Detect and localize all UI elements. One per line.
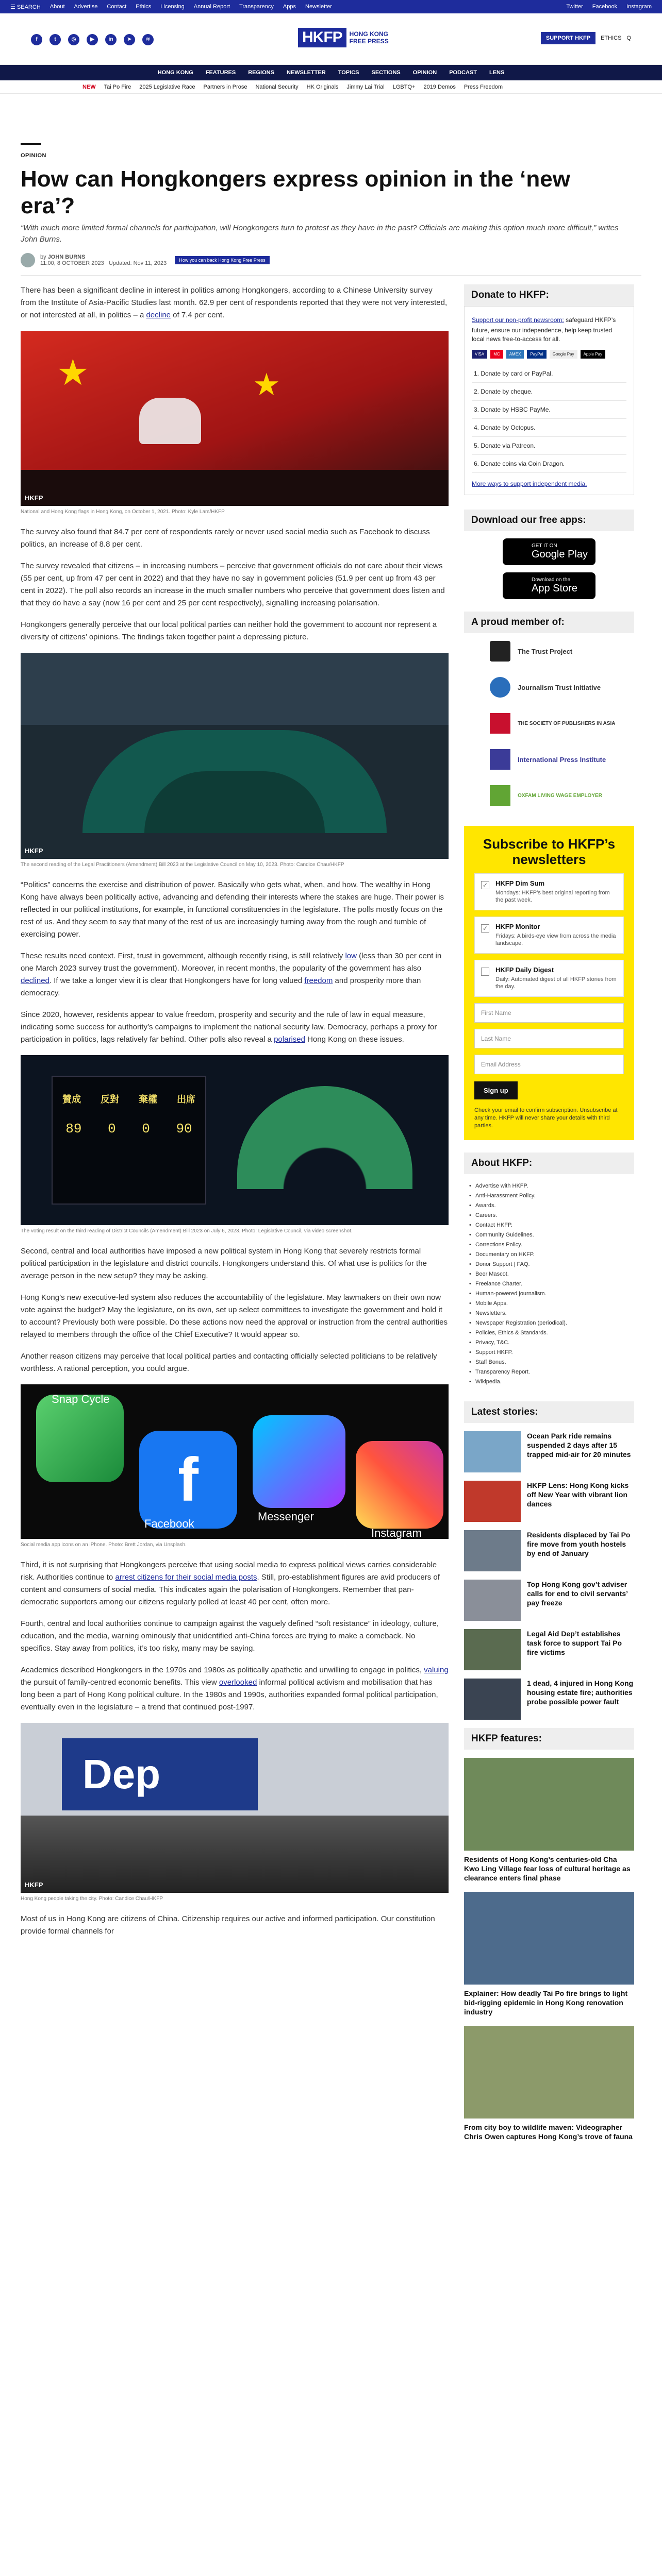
about-list — [464, 1174, 634, 1394]
latest-story[interactable]: HKFP Lens: Hong Kong kicks off New Year with vibrant lion dances — [464, 1481, 634, 1522]
latest-story[interactable]: Legal Aid Dep’t establishes task force to support Tai Po fire victims — [464, 1629, 634, 1670]
vote-value: 0 — [108, 1121, 116, 1137]
members-heading: A proud member of: — [464, 612, 634, 633]
about-link[interactable]: • Newspaper Registration (periodical). — [469, 1318, 629, 1328]
about-link[interactable]: • Staff Bonus. — [469, 1358, 629, 1367]
member-logo[interactable]: The Trust Project — [464, 633, 634, 669]
kicker-rule — [21, 143, 41, 145]
updated-date: Updated: Nov 11, 2023 — [108, 260, 167, 266]
feature-thumbnail — [464, 1892, 634, 1985]
topbar-link[interactable]: Contact — [107, 4, 127, 10]
article-kicker[interactable]: OPINION — [21, 152, 46, 159]
vote-board — [52, 1076, 206, 1205]
donate-option[interactable]: 3. Donate by HSBC PayMe. — [472, 401, 626, 419]
features-heading: HKFP features: — [464, 1728, 634, 1750]
vote-value: 0 — [142, 1121, 150, 1137]
support-button[interactable]: SUPPORT HKFP — [541, 32, 595, 44]
topbar-link[interactable]: About — [49, 4, 65, 10]
topbar-link[interactable]: Transparency — [239, 4, 274, 10]
about-link[interactable]: • Advertise with HKFP. — [469, 1181, 629, 1191]
nav-item[interactable]: PODCAST — [449, 70, 477, 76]
page-title: How can Hongkongers express opinion in the ‘new era’? — [21, 166, 570, 218]
photo-caption: The second reading of the Legal Practitioners (Amendment) Bill 2023 at the Legislative Council on May 10, 2023. Photo: Candice Chau/HKFP — [21, 862, 344, 868]
paragraph: There has been a significant decline in interest in politics among Hongkongers, according to a Chinese University survey from the Institute of Asia-Pacific Studies last month. 62.9 per cent of respondents reported that they were not very interested, or not interested at all, in politics – a decline of 7.4 per cent. — [21, 286, 448, 319]
newsletter-heading: Subscribe to HKFP’s newsletters — [483, 836, 616, 867]
donate-intro-link[interactable]: Support our non-profit newsroom: — [472, 316, 564, 324]
feature-story[interactable]: Residents of Hong Kong’s centuries-old Cha Kwo Ling Village fear loss of cultural heritage as clearance enters final phase — [464, 1758, 634, 1883]
app-label: Facebook — [144, 1517, 194, 1530]
trending-item[interactable]: LGBTQ+ — [392, 83, 416, 90]
paragraph: Hong Kong’s new executive-led system also reduces the accountability of the legislature. May lawmakers on their own now vote against the budget? May the legislature, on its own, set up select committees to investigate the government and hold it to account? Previously both were possible. Do these actions now need the approval or instruction from the central authorities relayed to members through the office of the Chief Executive? It would appear so. — [21, 1293, 448, 1339]
signup-button[interactable]: Sign up — [474, 1081, 518, 1099]
article-body — [21, 284, 449, 1947]
photo-watermark: HKFP — [25, 847, 43, 855]
newsletter-option[interactable]: ✓ HKFP Monitor Fridays: A birds-eye view from across the media landscape. — [474, 917, 624, 954]
twitter-link[interactable]: Twitter — [566, 4, 583, 10]
share-divider — [21, 275, 641, 276]
author-name[interactable]: JOHN BURNS — [47, 254, 86, 260]
vote-label: 反對 — [101, 1094, 119, 1105]
facebook-icon[interactable]: f — [31, 34, 42, 45]
linkedin-icon[interactable]: in — [105, 34, 117, 45]
paragraph: Hongkongers generally perceive that our local political parties can neither hold the government to account nor represent a diversity of citizens’ opinions. The findings taken together paint a depressing picture. — [21, 620, 437, 641]
payment-icons — [472, 350, 626, 359]
nav-item[interactable]: NEWSLETTER — [286, 70, 326, 76]
main-nav — [0, 65, 662, 80]
paragraph: Fourth, central and local authorities continue to campaign against the vaguely defined “soft resistance” in ideology, culture, education, and the media, warning ominously that unidentified anti-China forces are trying to make a comeback. No specifics. Stay away from politics, it’s too risky, many may be saying. — [21, 1619, 439, 1653]
visa-icon: VISA — [472, 350, 487, 359]
feature-thumbnail — [464, 1758, 634, 1851]
about-link[interactable]: • Mobile Apps. — [469, 1299, 629, 1309]
trending-label: NEW — [82, 83, 96, 90]
paragraph: The survey also found that 84.7 per cent of respondents rarely or never used social media such as Facebook to discuss politics, an increase of 8.8 per cent. — [21, 528, 430, 549]
social-icons — [31, 34, 154, 45]
vote-value: 90 — [176, 1121, 192, 1137]
story-thumbnail — [464, 1679, 521, 1720]
story-thumbnail — [464, 1580, 521, 1621]
inline-link[interactable]: declined — [21, 976, 49, 985]
amex-icon: AMEX — [506, 350, 524, 359]
mastercard-icon: MC — [490, 350, 503, 359]
photo-watermark: HKFP — [25, 1881, 43, 1889]
donate-heading: Donate to HKFP: — [464, 284, 634, 306]
photo-caption: National and Hong Kong flags in Hong Kong, on October 1, 2021. Photo: Kyle Lam/HKFP — [21, 509, 225, 515]
topbar-link[interactable]: Newsletter — [305, 4, 332, 10]
latest-story[interactable]: Top Hong Kong gov’t adviser calls for end to civil servants’ pay freeze — [464, 1580, 634, 1621]
inline-link[interactable]: freedom — [304, 976, 333, 985]
latest-story[interactable]: 1 dead, 4 injured in Hong Kong housing estate fire; authorities probe possible power fault — [464, 1679, 634, 1720]
paragraph: Another reason citizens may perceive that local political parties and contacting officially selected politicians to be relatively worthless. A rational perception, you could argue. — [21, 1352, 437, 1373]
about-heading: About HKFP: — [464, 1153, 634, 1174]
inline-link[interactable]: decline — [146, 311, 171, 319]
masthead — [0, 13, 662, 65]
member-logo[interactable]: THE SOCIETY OF PUBLISHERS IN ASIA — [464, 705, 634, 741]
paragraph: The survey revealed that citizens – in increasing numbers – perceive that government officials do not care about their views (55 per cent, up from 47 per cent in 2022) and that they have no say in government policies (51.9 per cent up from 43 per cent in 2022). The poll also records an increase in the much smaller numbers who perceive that government does listen and that they do have a say (now 16 per cent and 25 per cent respectively), signalling increasing polarisation. — [21, 562, 445, 607]
flags-photo — [21, 331, 449, 506]
about-link[interactable]: • Documentary on HKFP. — [469, 1250, 629, 1260]
vote-label: 棄權 — [139, 1094, 157, 1105]
trending-item[interactable]: National Security — [255, 83, 299, 90]
logo-text: HONG KONG FREE PRESS — [349, 30, 389, 45]
flag-graphic — [139, 398, 201, 444]
about-link[interactable]: • Careers. — [469, 1211, 629, 1221]
crowd-graphic — [21, 1816, 449, 1893]
paragraph: These results need context. First, trust in government, although recently rising, is still relatively low (less than 30 per cent in one March 2023 survey trust the government). Moreover, in recent months, the popularity of the government has also declined. If we take a longer view it is clear that Hongkongers have for long valued freedom and prosperity more than democracy. — [21, 952, 442, 997]
about-link[interactable]: • Contact HKFP. — [469, 1221, 629, 1230]
instagram-link[interactable]: Instagram — [626, 4, 652, 10]
inline-link[interactable]: overlooked — [219, 1678, 257, 1687]
paragraph: Most of us in Hong Kong are citizens of China. Citizenship requires our active and informed participation. Our constitution provide formal channels for — [21, 1914, 435, 1936]
top-utility-bar — [0, 0, 662, 13]
facebook-icon: f — [139, 1431, 237, 1529]
nav-item[interactable]: SECTIONS — [371, 70, 401, 76]
about-link[interactable]: • Corrections Policy. — [469, 1240, 629, 1250]
byline: by JOHN BURNS 11:00, 8 OCTOBER 2023 Updated: Nov 11, 2023 How you can back Hong Kong Free Press — [21, 252, 270, 268]
facebook-link[interactable]: Facebook — [592, 4, 618, 10]
topbar-link[interactable]: Annual Report — [193, 4, 230, 10]
about-link[interactable]: • Awards. — [469, 1201, 629, 1211]
paypal-icon: PayPal — [527, 350, 546, 359]
street-photo — [21, 1723, 449, 1893]
site-logo[interactable] — [298, 28, 389, 47]
nav-item[interactable]: OPINION — [412, 70, 437, 76]
skyline-graphic — [21, 470, 449, 506]
photo-caption: Social media app icons on an iPhone. Photo: Brett Jordan, via Unsplash. — [21, 1542, 187, 1548]
newsletter-option[interactable]: HKFP Daily Digest Daily: Automated digest of all HKFP stories from the day. — [474, 960, 624, 997]
inline-link[interactable]: polarised — [274, 1035, 305, 1044]
latest-story[interactable]: Ocean Park ride remains suspended 2 days after 15 trapped mid-air for 20 minutes — [464, 1431, 634, 1472]
about-link[interactable]: • Support HKFP. — [469, 1348, 629, 1358]
vote-value: 89 — [65, 1121, 82, 1137]
paragraph: “Politics” concerns the exercise and distribution of power. Basically who gets what, when, and how. The wealthy in Hong Kong have always been politically active, advancing and defending their interests where the stakes are huge. Their power is reflected in our political institutions, for example, in functional constituencies in the legislature. The polls mostly focus on the rest of us. And they seem to say that many of the rest of us are increasingly turning away from the rough and tumble of exercising power. — [21, 880, 444, 939]
shop-sign: Dep — [62, 1738, 258, 1810]
star-graphic: ★ — [253, 367, 280, 402]
app-label: Messenger — [258, 1510, 314, 1523]
legco-photo — [21, 653, 449, 859]
donate-option[interactable]: 5. Donate via Patreon. — [472, 437, 626, 455]
instagram-icon[interactable]: ◎ — [68, 34, 79, 45]
avatar — [21, 253, 35, 267]
newsletter-option[interactable]: ✓ HKFP Dim Sum Mondays: HKFP’s best original reporting from the past week. — [474, 873, 624, 910]
feature-thumbnail — [464, 2026, 634, 2119]
newsletter-signup — [464, 826, 634, 1140]
topbar-link[interactable]: Apps — [283, 4, 296, 10]
trending-item[interactable]: Press Freedom — [464, 83, 503, 90]
star-graphic: ★ — [57, 352, 89, 393]
about-link[interactable]: • Beer Mascot. — [469, 1269, 629, 1279]
paragraph: Since 2020, however, residents appear to value freedom, prosperity and security and the rule of law in equal measure, indicating some success for authority’s campaigns to implement the national security law. Democracy, perhaps a proxy for participation in politics, lags relatively far behind. Other polls also reveal a polarised Hong Kong on these issues. — [21, 1010, 437, 1044]
email-field[interactable]: Email Address — [474, 1055, 624, 1074]
nav-item[interactable]: REGIONS — [248, 70, 274, 76]
donate-option[interactable]: 1. Donate by card or PayPal. — [472, 365, 626, 383]
about-link[interactable]: • Human-powered journalism. — [469, 1289, 629, 1299]
latest-heading: Latest stories: — [464, 1401, 634, 1423]
sidebar — [464, 284, 634, 2150]
donate-box: Support our non-profit newsroom: safeguard HKFP’s future, ensure our independence, help keep trusted local news free-to-access for all. VISA MC AMEX PayPal Google Pay Apple Pay 1. Donate by card or PayPal. 2. Donate by cheque. 3. Donate by HSBC PayMe. 4. Donate by Octopus. 5. Donate via Patreon. 6. Donate coins via Coin Dragon. More ways to support independent media. — [464, 306, 634, 495]
vote-result-photo — [21, 1055, 449, 1225]
inline-link[interactable]: arrest citizens for their social media posts — [115, 1573, 257, 1582]
vote-label: 贊成 — [62, 1094, 81, 1105]
messenger-icon — [253, 1415, 345, 1508]
apple-pay-icon: Apple Pay — [581, 350, 605, 359]
trending-item[interactable]: Partners in Prose — [203, 83, 247, 90]
publish-date: 11:00, 8 OCTOBER 2023 — [40, 260, 104, 266]
twitter-icon[interactable]: t — [49, 34, 61, 45]
about-link[interactable]: • Community Guidelines. — [469, 1230, 629, 1240]
vote-label: 出席 — [177, 1094, 195, 1105]
inline-link[interactable]: valuing — [424, 1666, 449, 1674]
nav-item[interactable]: HONG KONG — [157, 70, 193, 76]
about-link[interactable]: • Freelance Charter. — [469, 1279, 629, 1289]
latest-story[interactable]: Residents displaced by Tai Po fire move from youth hostels by end of January — [464, 1530, 634, 1571]
donate-option[interactable]: 2. Donate by cheque. — [472, 383, 626, 401]
about-link[interactable]: • Policies, Ethics & Standards. — [469, 1328, 629, 1338]
feature-story[interactable]: Explainer: How deadly Tai Po fire brings to light bid-rigging epidemic in Hong Kong renovation industry — [464, 1892, 634, 2016]
trending-item[interactable]: 2025 Legislative Race — [139, 83, 195, 90]
trending-item[interactable]: 2019 Demos — [423, 83, 456, 90]
donate-more-link[interactable]: More ways to support independent media. — [472, 480, 587, 487]
photo-caption: The voting result on the third reading of District Councils (Amendment) Bill 2023 on July 6, 2023. Photo: Legislative Council, via video screenshot. — [21, 1228, 353, 1234]
topbar-link[interactable]: Advertise — [74, 4, 98, 10]
ethics-link[interactable]: ETHICS — [601, 35, 622, 41]
nav-item[interactable]: LENS — [489, 70, 505, 76]
about-link[interactable]: • Wikipedia. — [469, 1377, 629, 1387]
nav-item[interactable]: TOPICS — [338, 70, 359, 76]
donate-prompt-button[interactable]: How you can back Hong Kong Free Press — [175, 256, 270, 264]
about-link[interactable]: • Privacy, T&C. — [469, 1338, 629, 1348]
social-apps-photo — [21, 1384, 449, 1539]
search-link[interactable]: ☰ SEARCH — [10, 4, 41, 10]
google-pay-icon: Google Pay — [550, 350, 577, 359]
apps-heading: Download our free apps: — [464, 510, 634, 531]
photo-caption: Hong Kong people taking the city. Photo: Candice Chau/HKFP — [21, 1896, 163, 1902]
feature-story[interactable]: From city boy to wildlife maven: Videographer Chris Owen captures Hong Kong’s trove of fauna — [464, 2026, 634, 2141]
about-link[interactable]: • Donor Support | FAQ. — [469, 1260, 629, 1269]
app-icon — [36, 1395, 124, 1482]
logo-mark: HKFP — [298, 28, 346, 47]
member-logo[interactable]: International Press Institute — [464, 741, 634, 777]
story-thumbnail — [464, 1629, 521, 1670]
donate-option[interactable]: 6. Donate coins via Coin Dragon. — [472, 455, 626, 473]
about-link[interactable]: • Transparency Report. — [469, 1367, 629, 1377]
nav-item[interactable]: FEATURES — [205, 70, 236, 76]
rss-icon[interactable]: ≋ — [142, 34, 154, 45]
paragraph: Third, it is not surprising that Hongkongers perceive that using social media to express political views carries considerable risk. Authorities continue to arrest citizens for their social media posts. Still, pro-establishment figures are avid producers of content and consumers of social media. This indicates again the polarisation of Hongkongers. Remember that pan-democratic supporters among our citizens regularly polled at least 40 per cent, often more. — [21, 1561, 440, 1606]
photo-watermark: HKFP — [25, 494, 43, 502]
trending-item[interactable]: Tai Po Fire — [104, 83, 131, 90]
paragraph: Academics described Hongkongers in the 1970s and 1980s as politically apathetic and unwilling to engage in politics, valuing the pursuit of family-centred economic benefits. This view overlooked informal political activism and mobilisation that has long been a part of Hong Kong political culture. In the 1980s and 1990s, authorities expanded formal political participation, eventually even in the legislature – a trend that continued post-1997. — [21, 1666, 449, 1711]
trending-bar — [0, 80, 662, 94]
trending-item[interactable]: HK Originals — [306, 83, 339, 90]
inline-link[interactable]: low — [345, 952, 357, 960]
topbar-link[interactable]: Ethics — [136, 4, 152, 10]
newsletter-note: Check your email to confirm subscription. Unsubscribe at any time. HKFP will never share your details with third parties. — [474, 1107, 618, 1129]
instagram-icon — [356, 1441, 443, 1529]
paragraph: Second, central and local authorities have imposed a new political system in Hong Kong that severely restricts formal political participation in the legislature and district councils. Hongkongers understand this. Of what use is politics for the average person in the new setup? they may be asking. — [21, 1247, 427, 1280]
app-store-badge[interactable]: Download on the App Store — [503, 572, 595, 599]
about-link[interactable]: • Newsletters. — [469, 1309, 629, 1318]
about-link[interactable]: • Anti-Harassment Policy. — [469, 1191, 629, 1201]
search-icon[interactable]: Q — [626, 35, 631, 41]
topbar-link[interactable]: Licensing — [160, 4, 185, 10]
youtube-icon[interactable]: ▶ — [87, 34, 98, 45]
story-thumbnail — [464, 1431, 521, 1472]
donate-option[interactable]: 4. Donate by Octopus. — [472, 419, 626, 437]
google-play-badge[interactable]: GET IT ON Google Play — [503, 538, 595, 565]
story-thumbnail — [464, 1530, 521, 1571]
last-name-field[interactable]: Last Name — [474, 1029, 624, 1048]
checkbox-icon[interactable]: ✓ — [481, 881, 489, 889]
article-standfirst: “With much more limited formal channels for participation, will Hongkongers turn to protest as they have in the past? Officials are making this option much more difficult,” writes John Burns. — [21, 224, 619, 244]
app-label: Instagram — [371, 1527, 422, 1539]
member-logo[interactable]: Journalism Trust Initiative — [464, 669, 634, 705]
trending-item[interactable]: Jimmy Lai Trial — [346, 83, 385, 90]
first-name-field[interactable]: First Name — [474, 1003, 624, 1023]
checkbox-icon[interactable]: ✓ — [481, 924, 489, 933]
checkbox-icon[interactable] — [481, 968, 489, 976]
story-thumbnail — [464, 1481, 521, 1522]
seat-chart-graphic — [237, 1086, 412, 1189]
telegram-icon[interactable]: ➤ — [124, 34, 135, 45]
member-logo[interactable]: OXFAM LIVING WAGE EMPLOYER — [464, 777, 634, 814]
app-label: Snap Cycle — [52, 1393, 110, 1405]
